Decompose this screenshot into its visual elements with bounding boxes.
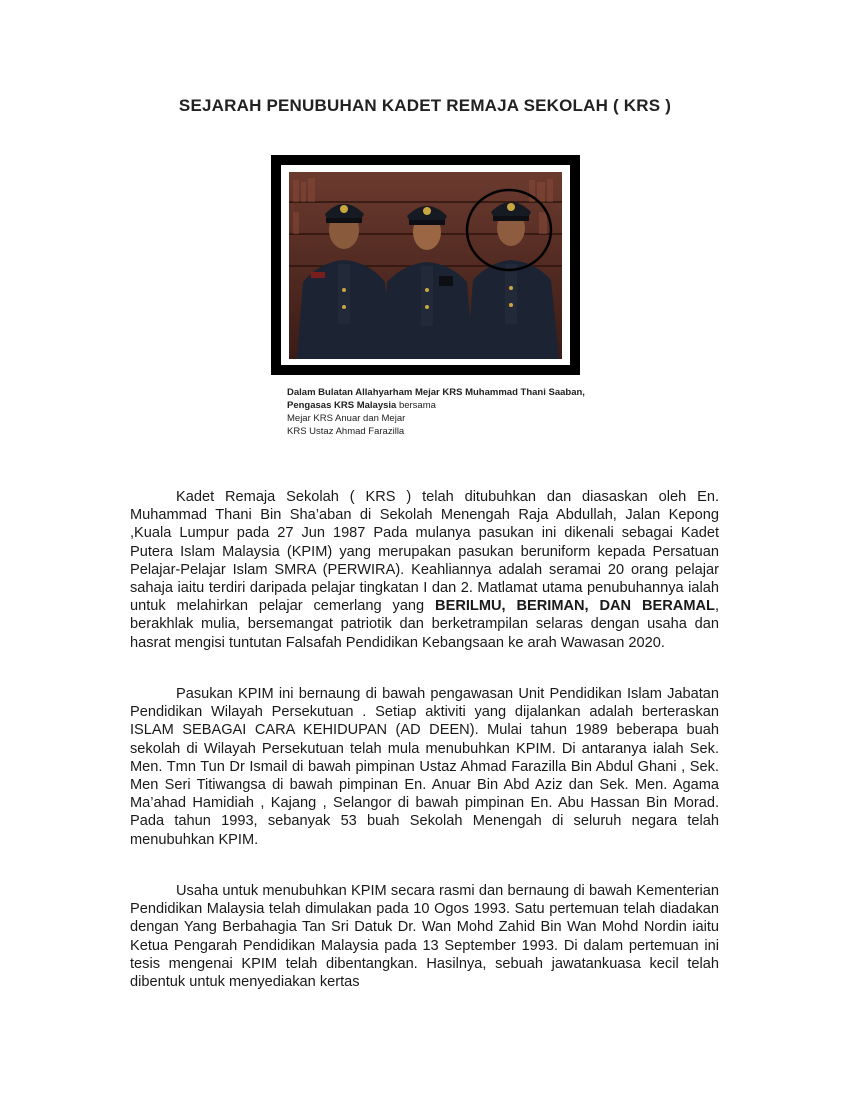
photo-mat bbox=[281, 165, 570, 365]
paragraph-3 bbox=[130, 882, 719, 991]
paragraph-1-emphasis: BERILMU, BERIMAN, DAN BERAMAL bbox=[435, 598, 715, 615]
caption-line-2-rest: bersama bbox=[396, 400, 436, 411]
paragraph-2-text: Pasukan KPIM ini bernaung di bawah pengawasan Unit Pendidikan Islam Jabatan Pendidikan Wilayah Persekutuan . Setiap aktiviti yang dijalankan adalah berteraskan ISLAM SEBAGAI CARA KEHIDUPAN (AD DEEN). Mulai tahun 1989 beberapa buah sekolah di Wilayah Persekutuan telah mula menubuhkan KPIM. Di antaranya ialah Sek. Men. Tmn Tun Dr Ismail di bawah pimpinan Ustaz Ahmad Farazilla Bin Abdul Ghani , Sek. Men Seri Titiwangsa di bawah pimpinan En. Anuar Bin Abd Aziz dan Sek. Men. Agama Ma’ahad Hamidiah , Kajang , Selangor di bawah pimpinan En. Abu Hassan Bin Morad. Pada tahun 1993, sebanyak 53 buah Sekolah Menengah di seluruh negara telah menubuhkan KPIM. bbox=[130, 686, 719, 848]
officers-photo-illustration bbox=[289, 172, 562, 359]
caption-line-1: Dalam Bulatan Allahyarham Mejar KRS Muhammad Thani Saaban, bbox=[287, 387, 585, 398]
caption-line-2 bbox=[287, 399, 617, 412]
paragraph-1 bbox=[130, 488, 719, 652]
paragraph-1-text-a: Kadet Remaja Sekolah ( KRS ) telah ditubuhkan dan diasaskan oleh En. Muhammad Thani Bin Sha’aban di Sekolah Menengah Raja Abdullah, Jalan Kepong ,Kuala Lumpur pada 27 Jun 1987 Pada mulanya pasukan ini dikenali sebagai Kadet Putera Islam Malaysia (KPIM) yang merupakan pasukan beruniform kepada Persatuan Pelajar-Pelajar Islam SMRA (PERWIRA). Keahliannya adalah seramai 20 orang pelajar sahaja iaitu terdiri daripada pelajar tingkatan I dan 2. Matlamat utama penubuhannya ialah untuk melahirkan pelajar cemerlang yang bbox=[130, 489, 719, 615]
caption-line-2-bold: Pengasas KRS Malaysia bbox=[287, 400, 397, 411]
paragraph-2 bbox=[130, 685, 719, 849]
photo-frame bbox=[271, 155, 580, 375]
caption-line-4: KRS Ustaz Ahmad Farazilla bbox=[287, 426, 405, 437]
paragraph-1-text-b: , berakhlak mulia, bersemangat patriotik dan berketrampilan selaras dengan usaha dan hasrat mengisi tuntutan Falsafah Pendidikan Kebangsaan ke arah Wawasan 2020. bbox=[130, 598, 719, 651]
photo-caption bbox=[287, 386, 617, 438]
caption-line-3: Mejar KRS Anuar dan Mejar bbox=[287, 413, 406, 424]
document-title: SEJARAH PENUBUHAN KADET REMAJA SEKOLAH ( KRS ) bbox=[178, 96, 672, 115]
paragraph-3-text: Usaha untuk menubuhkan KPIM secara rasmi dan bernaung di bawah Kementerian Pendidikan Malaysia telah dimulakan pada 10 Ogos 1993. Satu pertemuan telah diadakan dengan Yang Berbahagia Tan Sri Datuk Dr. Wan Mohd Zahid Bin Wan Mohd Nordin iaitu Ketua Pengarah Pendidikan Malaysia pada 13 September 1993. Di dalam pertemuan ini tesis mengenai KPIM telah dibentangkan. Hasilnya, sebuah jawatankuasa kecil telah dibentuk untuk menyediakan kertas bbox=[130, 883, 719, 991]
officers-photo bbox=[289, 172, 562, 359]
